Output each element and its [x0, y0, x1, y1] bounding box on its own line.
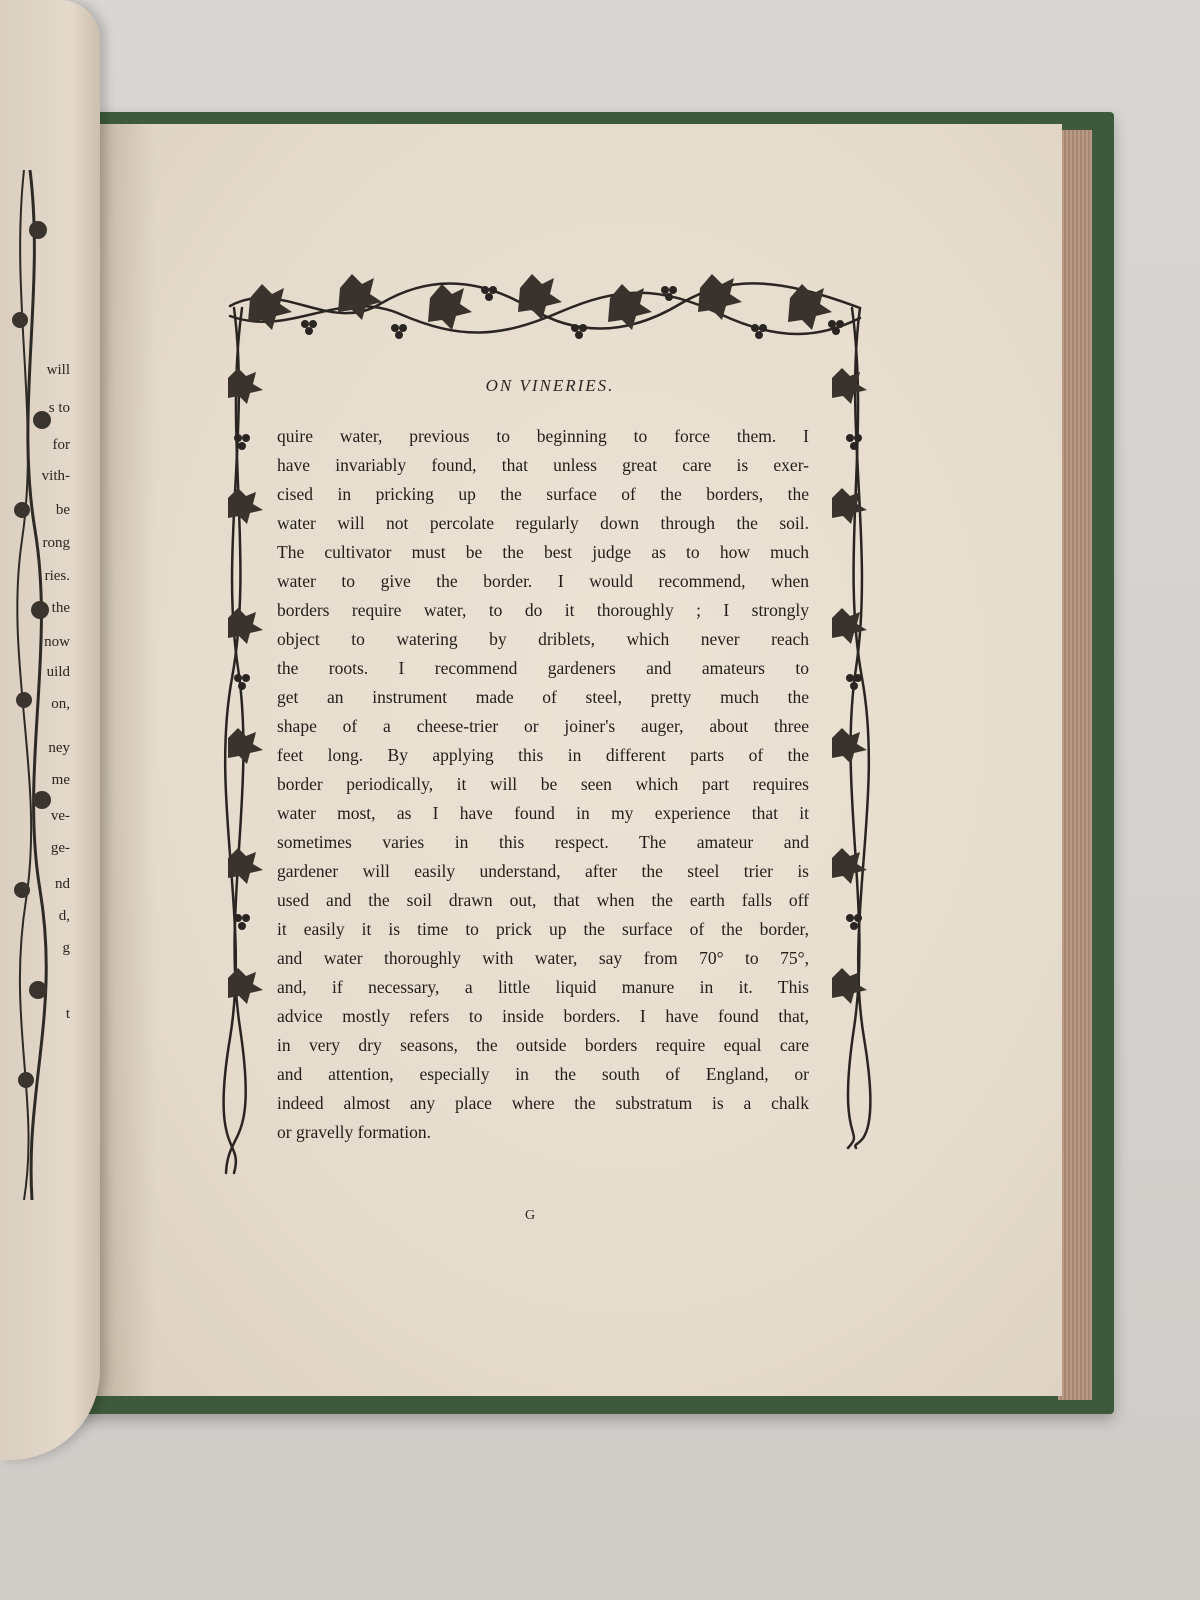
text-line: in very dry seasons, the outside borders require equal care: [277, 1035, 809, 1055]
text-line: have invariably found, that unless great care is exer-: [277, 455, 809, 475]
left-page-text: uild: [46, 664, 70, 680]
left-page-text: me: [51, 772, 70, 788]
text-line: advice mostly refers to inside borders. I have found that,: [277, 1006, 809, 1026]
body-text: [277, 422, 809, 1147]
text-line: it easily it is time to prick up the surface of the border,: [277, 919, 809, 939]
text-line: border periodically, it will be seen which part requires: [277, 774, 809, 794]
page-gutter-shadow: [96, 124, 156, 1396]
page-heading: ON VINERIES.: [485, 376, 615, 395]
left-page-text: on,: [51, 696, 70, 712]
text-line: sometimes varies in this respect. The amateur and: [277, 832, 809, 852]
text-line: cised in pricking up the surface of the borders, the: [277, 484, 809, 504]
text-line: and attention, especially in the south of England, or: [277, 1064, 809, 1084]
left-page-text: s to: [48, 400, 70, 416]
text-line: get an instrument made of steel, pretty much the: [277, 687, 809, 707]
left-page-text: for: [52, 437, 70, 453]
text-line: borders require water, to do it thoroughly ; I strongly: [277, 600, 809, 620]
text-line: water most, as I have found in my experience that it: [277, 803, 809, 823]
text-line: quire water, previous to beginning to force them. I: [277, 426, 809, 446]
left-page-text: be: [55, 502, 70, 518]
left-page-vine-border: [0, 170, 70, 1200]
text-line: object to watering by driblets, which never reach: [277, 629, 809, 649]
left-page-text: d,: [58, 908, 70, 924]
left-page-text: will: [46, 362, 70, 378]
text-line: feet long. By applying this in different parts of the: [277, 745, 809, 765]
left-page-text: now: [44, 634, 70, 650]
left-page-text: ney: [48, 740, 70, 756]
left-page-text: ve-: [50, 808, 70, 824]
text-line: The cultivator must be the best judge as to how much: [277, 542, 809, 562]
text-line: used and the soil drawn out, that when the earth falls off: [277, 890, 809, 910]
left-page-text: ries.: [44, 568, 70, 584]
signature-mark: G: [524, 1208, 536, 1223]
left-page-text: ge-: [50, 840, 70, 856]
text-line: water to give the border. I would recommend, when: [277, 571, 809, 591]
text-line: or gravelly formation.: [277, 1122, 432, 1142]
left-page-text: vith-: [41, 468, 70, 484]
left-page-text: nd: [55, 876, 70, 892]
text-line: gardener will easily understand, after the steel trier is: [277, 861, 809, 881]
left-page-text: rong: [42, 535, 70, 551]
left-page: [0, 0, 100, 1460]
text-line: the roots. I recommend gardeners and amateurs to: [277, 658, 809, 678]
text-line: water will not percolate regularly down through the soil.: [277, 513, 809, 533]
left-page-text: the: [51, 600, 70, 616]
left-page-text: g: [62, 940, 70, 956]
page-edges: [1058, 130, 1092, 1400]
text-line: shape of a cheese-trier or joiner's auger, about three: [277, 716, 809, 736]
left-page-text: t: [65, 1006, 70, 1022]
text-line: and water thoroughly with water, say from 70° to 75°,: [277, 948, 809, 968]
text-line: indeed almost any place where the substratum is a chalk: [277, 1093, 809, 1113]
text-line: and, if necessary, a little liquid manure in it. This: [277, 977, 809, 997]
